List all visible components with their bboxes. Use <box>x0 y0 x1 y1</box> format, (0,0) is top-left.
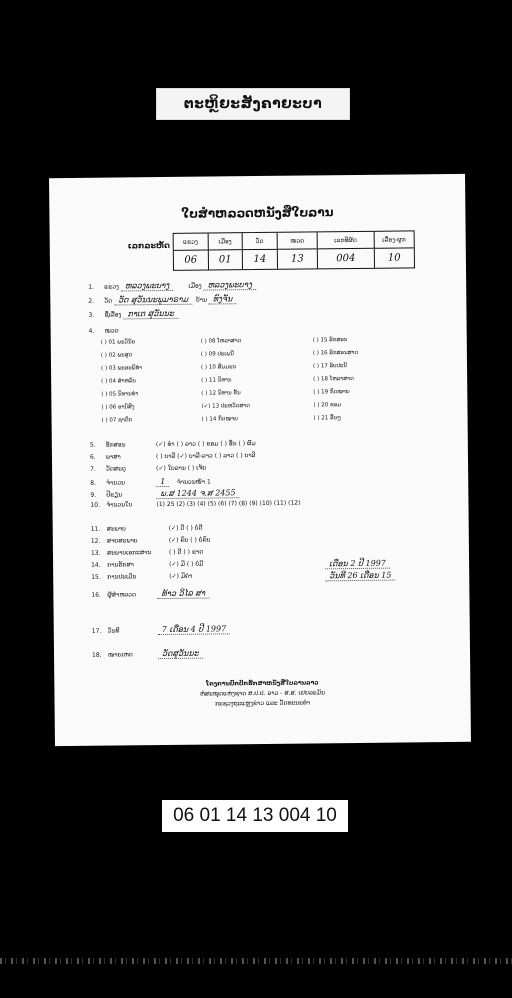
category-option: ( ) 01 ພະວິນັຍ <box>100 339 136 346</box>
category-option: (✓) 13 ປະຫວັດສາດ <box>201 403 250 410</box>
code-header: ແຂວງ <box>174 234 208 251</box>
category-option: ( ) 04 ສຳຫລັບ <box>101 378 137 385</box>
category-option: ( ) 19 ກົດໝາຍ <box>313 389 350 396</box>
category-option: ( ) 10 ສົມມະນ <box>200 364 237 371</box>
manuscript-id-banner: 06 01 14 13 004 10 <box>162 800 348 832</box>
code-col <box>277 232 318 268</box>
code-col <box>318 232 375 269</box>
category-heading: 4. ໝວດ <box>88 327 119 335</box>
code-header: ວັດ <box>243 233 277 250</box>
status-row: 14. ການຮັກສາ (✓) ມີ ( ) ບໍ່ມີ <box>91 560 204 569</box>
status-row: 11. ສະພາບ (✓) ດີ ( ) ບໍ່ດີ <box>90 524 203 533</box>
code-value: 06 <box>184 254 198 266</box>
footer-line: ກະຊວງຖະແຫຼງຂ່າວ ແລະ ວັດທະນະທຳ <box>214 699 311 708</box>
option-row: 9. ປີຂຽນ ພ.ສ 1244 ຈ.ສ 2455 <box>90 488 239 499</box>
option-row: 6. ພາສາ ( ) ບາລີ (✓) ບາລີ-ລາວ ( ) ລາວ ( ) ບາລີ <box>89 452 256 461</box>
category-option: ( ) 02 ພະສູດ <box>100 352 133 359</box>
category-option: ( ) 09 ປະເພນີ <box>200 351 234 358</box>
status-row: 13. ສະພາບເອກະສານ ( ) ດີ ( ) ຂາດ <box>90 548 204 557</box>
field-row: 3. ຊື່ເລື່ອງ ກາເຕ ສຸວັນນະ <box>88 309 178 319</box>
document-label: ຕະຫຼິຍະສັງຄາຍະບາ <box>156 88 350 120</box>
code-value: 13 <box>290 253 304 265</box>
form-title: ໃບສຳຫລວດຫນັງສືໃບລານ <box>181 205 334 221</box>
code-table <box>173 230 415 271</box>
option-row: 7. ວັດສະດຸ (✓) ໃບລານ ( ) ເຈ້ຍ <box>90 464 207 473</box>
category-option: ( ) 05 ນິທານທຳ <box>101 391 139 398</box>
category-option: ( ) 08 ໂຫລາສາດ <box>200 338 242 345</box>
sign-row: 18. ໝາຍເຫດ ວັດສຸວັນນະ <box>92 649 203 659</box>
option-row: 5. ອັກສອນ (✓) ທຳ ( ) ລາວ ( ) ຂອມ ( ) ອື່ນ ( ) ຜົມ <box>89 440 256 449</box>
category-option: ( ) 20 ຂອມ <box>313 402 342 409</box>
code-col <box>374 231 414 267</box>
code-value: 004 <box>336 252 356 265</box>
code-header: ໝວດ <box>277 232 317 249</box>
sign-row: 16. ຜູ້ສຳຫລວດ ທ້າວ ວິໄລ ສາ <box>91 589 209 599</box>
date-line: ເດືອນ 2 ປີ 1997 <box>325 559 390 569</box>
category-option: ( ) 11 ນິທານ <box>201 377 232 384</box>
code-label: ເລກລະຫັດ <box>127 240 170 251</box>
category-option: ( ) 03 ພະອະພິທຳ <box>101 365 143 372</box>
option-row: 8. ຈຳນວນ 1 ຈຳນວນໜ້າ 1 <box>90 476 211 487</box>
code-col <box>243 233 278 269</box>
category-option: ( ) 16 ອັກສອນສາດ <box>312 349 359 357</box>
code-header: ເລກທີຜັດ <box>318 232 373 250</box>
code-header: ເລື່ອງ-ຜູກ <box>374 231 414 248</box>
scan-edge-noise <box>0 958 512 964</box>
code-value: 01 <box>218 254 232 266</box>
sign-row: 17. ວັນທີ 7 ເດືອນ 4 ປີ 1997 <box>92 624 230 634</box>
footer-line: ໂຄງການປົກປັກຮັກສາຫນັງສືໃບລານລາວ <box>206 679 319 688</box>
category-option: ( ) 18 ໂຫລາສາດ <box>313 376 354 383</box>
category-option: ( ) 06 ອານິສົງ <box>101 404 135 411</box>
code-header: ເມືອງ <box>208 233 242 250</box>
category-option: ( ) 07 ຊາດົກ <box>101 417 133 424</box>
category-option: ( ) 12 ນິທານ ຂັ້ນ <box>201 390 241 397</box>
code-value: 10 <box>387 252 401 264</box>
survey-form <box>49 174 471 746</box>
status-row: 15. ການປະເມີນ (✓) ມີຄ່າ <box>91 572 193 581</box>
category-option: ( ) 21 ອື່ນໆ <box>313 415 341 422</box>
code-col <box>174 234 209 270</box>
status-row: 12. ສາຍສະພາບ (✓) ຄົບ ( ) ບໍ່ຄົບ <box>90 536 211 545</box>
footer-line: ຫໍສະໝຸດແຫ່ງຊາດ ສ.ປ.ປ. ລາວ - ສ.ສ. ເຢຍລະມັນ <box>199 689 325 698</box>
category-option: ( ) 14 ກົດໝາຍ <box>201 416 238 423</box>
date-line: ວັນທີ 26 ເດືອນ 15 <box>325 571 395 581</box>
field-row: 2. ວັດ ວັດ ສຸວັນນະພູມາຣາມ ບ້ານ ທົງຈັນ <box>88 294 236 305</box>
category-option: ( ) 15 ອັກສອນ <box>312 337 348 344</box>
code-value: 14 <box>253 253 267 266</box>
field-row: 1. ແຂວງ ຫລວງພະບາງ ເມືອງ ຫລວງພະບາງ <box>88 280 256 291</box>
category-option: ( ) 17 ອັບປະນີ <box>312 363 348 370</box>
code-col <box>208 233 243 269</box>
option-row: 10. ຈຳນວນໃບ (1) 25 (2) (3) (4) (5) (6) (7) (8) (9) (10) (11) (12) <box>90 499 301 509</box>
